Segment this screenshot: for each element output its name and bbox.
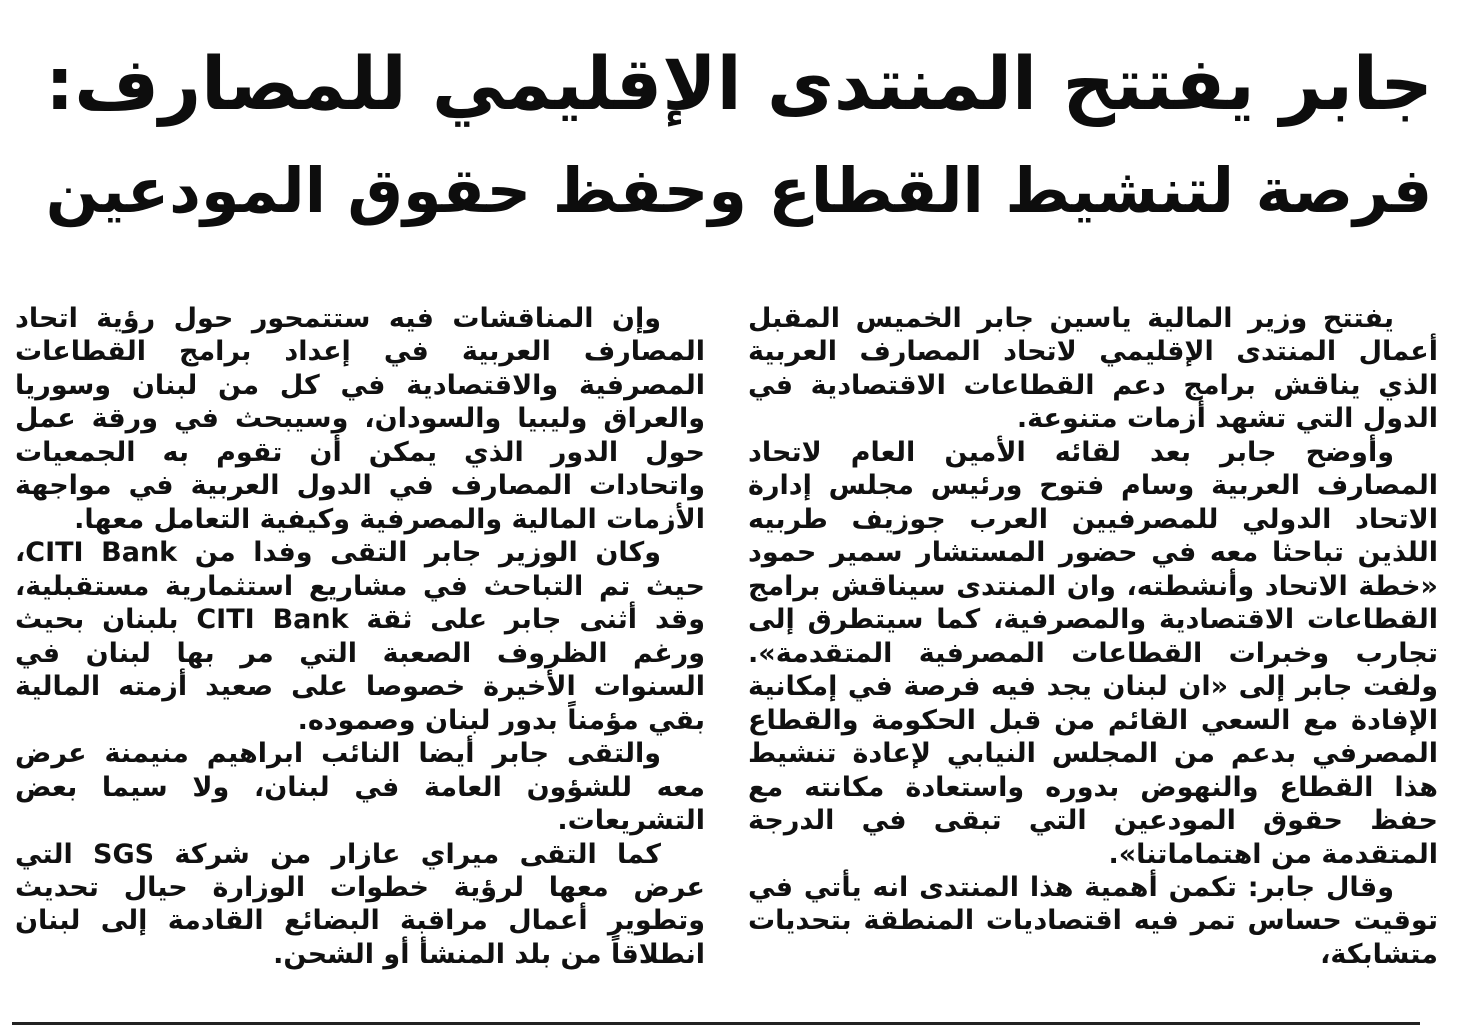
paragraph: وكان الوزير جابر التقى وفدا من CITI Bank، حيث تم التباحث في مشاريع استثمارية مستقبلية، وقد أثنى جابر على ثقة CITI Bank بلبنان بحيث ورغم الظروف الصعبة التي مر بها لبنان في السنوات الأخيرة خصوصا على صعيد أزمته المالية بقي مؤمناً بدور لبنان وصموده. (15, 537, 706, 736)
paragraph: والتقى جابر أيضا النائب ابراهيم منيمنة عرض معه للشؤون العامة في لبنان، ولا سيما بعض التشريعات. (15, 738, 705, 837)
headline-line-1: جابر يفتتح المنتدى الإقليمي للمصارف: (45, 42, 1433, 127)
paragraph: وقال جابر: تكمن أهمية هذا المنتدى انه يأتي في توقيت حساس تمر فيه اقتصاديات المنطقة بتحديات متشابكة، (748, 871, 1438, 970)
article-column-left (15, 302, 705, 971)
paragraph: كما التقى ميراي عازار من شركة SGS التي عرض معها لرؤية خطوات الوزارة حيال تحديث وتطوير أعمال مراقبة البضائع القادمة إلى لبنان انطلاقاً من بلد المنشأ أو الشحن. (15, 838, 705, 970)
paragraph: وأوضح جابر بعد لقائه الأمين العام لاتحاد المصارف العربية وسام فتوح ورئيس مجلس إدارة الاتحاد الدولي للمصرفيين العرب جوزيف طربيه اللذين تباحثا معه في حضور المستشار سمير حمود «خطة الاتحاد وأنشطته، وان المنتدى سيناقش برامج القطاعات الاقتصادية والمصرفية، كما سيتطرق إلى تجارب وخبرات القطاعات المصرفية المتقدمة». ولفت جابر إلى «ان لبنان يجد فيه فرصة في إمكانية الإفادة مع السعي القائم من قبل الحكومة والقطاع المصرفي بدعم من المجلس النيابي لإعادة تنشيط هذا القطاع والنهوض بدوره واستعادة مكانته مع حفظ حقوق المودعين التي تبقى في الدرجة المتقدمة من اهتماماتنا». (748, 436, 1438, 870)
article-column-right (748, 302, 1438, 971)
bottom-divider (12, 1022, 1420, 1025)
paragraph: يفتتح وزير المالية ياسين جابر الخميس المقبل أعمال المنتدى الإقليمي لاتحاد المصارف العربية الذي يناقش برامج دعم القطاعات الاقتصادية في الدول التي تشهد أزمات متنوعة. (748, 303, 1438, 435)
headline-line-2: فرصة لتنشيط القطاع وحفظ حقوق المودعين (45, 154, 1433, 227)
paragraph: وإن المناقشات فيه ستتمحور حول رؤية اتحاد المصارف العربية في إعداد برامج القطاعات المصرفية والاقتصادية في كل من لبنان وسوريا والعراق وليبيا والسودان، وسيبحث في ورقة عمل حول الدور الذي يمكن أن تقوم به الجمعيات واتحادات المصارف في الدول العربية في مواجهة الأزمات المالية والمصرفية وكيفية التعامل معها. (15, 303, 705, 535)
